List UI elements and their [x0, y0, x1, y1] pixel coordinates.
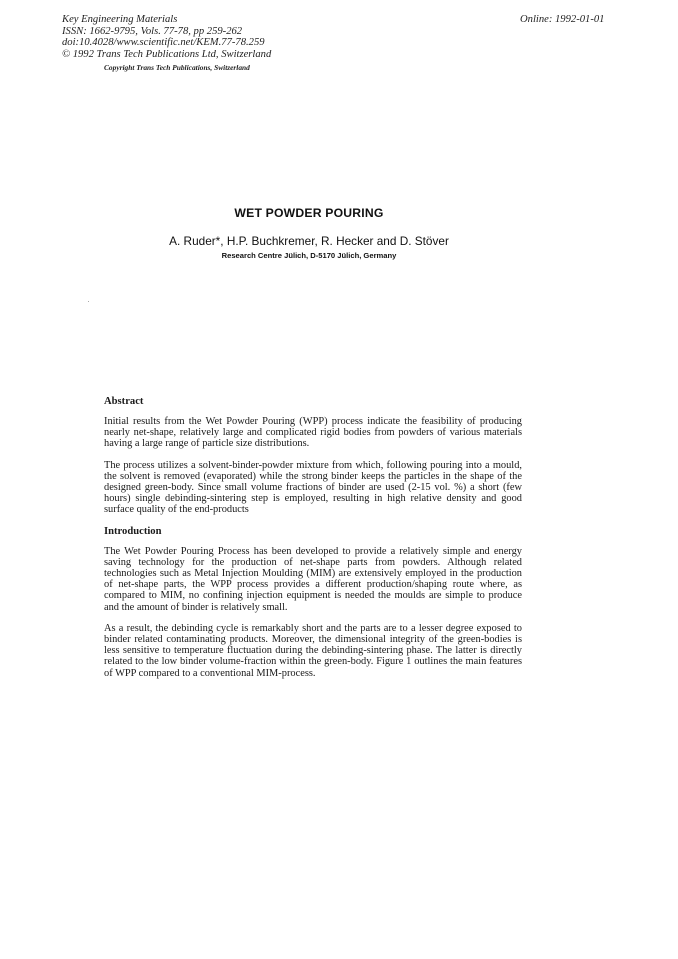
paper-authors: A. Ruder*, H.P. Buchkremer, R. Hecker and D. Stöver: [169, 234, 449, 248]
issn-line: ISSN: 1662-9795, Vols. 77-78, pp 259-262: [62, 25, 243, 37]
speck-mark: [88, 301, 89, 302]
paper-affiliation: Research Centre Jülich, D-5170 Jülich, Germany: [221, 251, 397, 260]
abstract-heading: Abstract: [104, 396, 144, 407]
doi-line[interactable]: doi:10.4028/www.scientific.net/KEM.77-78.259: [62, 37, 265, 48]
copyright-notice: Copyright Trans Tech Publications, Switzerland: [104, 63, 250, 72]
abstract-paragraph: Initial results from the Wet Powder Pouring (WPP) process indicate the feasibility of producing nearly net-shape, relatively large and complicated rigid bodies from powders of various materials having a large range of particle size distributions.: [104, 416, 522, 450]
introduction-heading: Introduction: [104, 525, 162, 537]
introduction-paragraph: As a result, the debinding cycle is remarkably short and the parts are to a lesser degree exposed to binder related contaminating products. Moreover, the dimensional integrity of the green-bodies is less sensitive to temperature fluctuation during the debinding-sintering phase. The latter is directly related to the low binder volume-fraction within the green-body. Figure 1 outlines the main features of WPP compared to a conventional MIM-process.: [104, 622, 522, 679]
copyright-line: © 1992 Trans Tech Publications Ltd, Switzerland: [62, 48, 272, 60]
introduction-paragraph: The Wet Powder Pouring Process has been developed to provide a relatively simple and energy saving technology for the production of net-shape parts from powders. Although related technologies such as Metal Injection Moulding (MIM) are extensively employed in the production of net-shape parts, the WPP process provides a different production/shaping route where, as compared to MIM, no confining injection equipment is needed the moulds are simple to produce and the amount of binder is relatively small.: [104, 545, 522, 613]
publication-header: [62, 14, 271, 72]
paper-body: [104, 396, 522, 689]
paper-title: WET POWDER POURING: [234, 206, 384, 220]
online-date: Online: 1992-01-01: [520, 14, 605, 25]
abstract-paragraph: The process utilizes a solvent-binder-powder mixture from which, following pouring into a mould, the solvent is removed (evaporated) while the strong binder keeps the particles in the shape of the designed green-body. Since small volume fractions of binder are used (2-15 vol. %) a short (few hours) single debinding-sintering step is employed, resulting in high relative density and good surface quality of the end-products: [104, 459, 522, 516]
journal-name: Key Engineering Materials: [62, 14, 178, 25]
